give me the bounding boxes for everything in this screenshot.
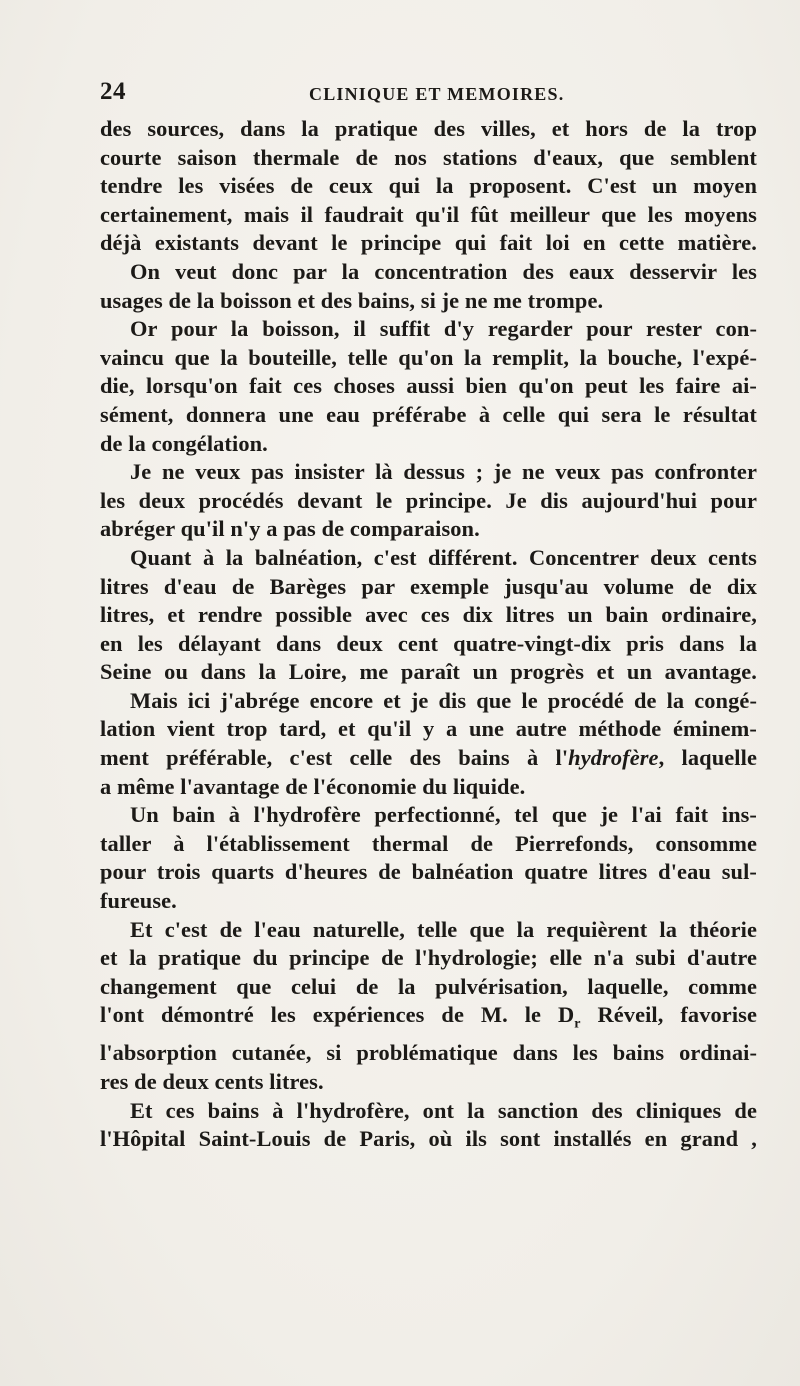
text-line: et la pratique du principe de l'hydrologie; elle n'a subi d'autre bbox=[100, 945, 757, 971]
paragraph-9 bbox=[100, 1097, 757, 1154]
paragraph-6 bbox=[100, 687, 757, 801]
text-line: sément, donnera une eau préférabe à celle qui sera le résultat bbox=[100, 401, 757, 427]
italic-term: hydrofère bbox=[568, 745, 659, 771]
text-line: die, lorsqu'on fait ces choses aussi bien qu'on peut les faire ai- bbox=[100, 373, 757, 399]
paragraph-4 bbox=[100, 458, 757, 544]
paragraph-7 bbox=[100, 801, 757, 915]
text-line: Et ces bains à l'hydrofère, ont la sanction des cliniques de bbox=[130, 1097, 757, 1123]
text-line: litres d'eau de Barèges par exemple jusqu'au volume de dix bbox=[100, 573, 757, 599]
text-line: usages de la boisson et des bains, si je ne me trompe. bbox=[100, 287, 604, 313]
text-line: Seine ou dans la Loire, me paraît un progrès et un avantage. bbox=[100, 659, 757, 685]
text-fragment: l'ont démontré les expériences de M. le D bbox=[100, 1002, 575, 1028]
text-line: de la congélation. bbox=[100, 430, 268, 456]
paragraph-5 bbox=[100, 544, 757, 687]
text-line: l'absorption cutanée, si problématique dans les bains ordinai- bbox=[100, 1040, 757, 1066]
text-line: changement que celui de la pulvérisation, laquelle, comme bbox=[100, 973, 757, 999]
text-line: abréger qu'il n'y a pas de comparaison. bbox=[100, 516, 480, 542]
text-line: litres, et rendre possible avec ces dix litres un bain ordinaire, bbox=[100, 602, 757, 628]
text-line: pour trois quarts d'heures de balnéation quatre litres d'eau sul- bbox=[100, 859, 757, 885]
text-line: Un bain à l'hydrofère perfectionné, tel que je l'ai fait ins- bbox=[130, 802, 757, 828]
page-header bbox=[100, 78, 760, 114]
paragraph-3 bbox=[100, 315, 757, 458]
text-line bbox=[100, 744, 757, 773]
text-line: lation vient trop tard, et qu'il y a une autre méthode éminem- bbox=[100, 716, 757, 742]
text-line: a même l'avantage de l'économie du liquide. bbox=[100, 773, 526, 799]
text-line: certainement, mais il faudrait qu'il fût meilleur que les moyens bbox=[100, 201, 757, 227]
text-line: en les délayant dans deux cent quatre-vingt-dix pris dans la bbox=[100, 630, 757, 656]
text-line: Quant à la balnéation, c'est différent. Concentrer deux cents bbox=[130, 544, 757, 570]
text-line: Or pour la boisson, il suffit d'y regarder pour rester con- bbox=[130, 316, 757, 342]
text-line: On veut donc par la concentration des eaux desservir les bbox=[130, 258, 757, 284]
text-line: taller à l'établissement thermal de Pierrefonds, consomme bbox=[100, 830, 757, 856]
text-line: l'Hôpital Saint-Louis de Paris, où ils sont installés en grand , bbox=[100, 1126, 757, 1152]
subscript-r: r bbox=[574, 1016, 581, 1032]
text-fragment: Réveil, favorise bbox=[580, 1002, 757, 1028]
text-line bbox=[100, 1001, 757, 1039]
text-line: res de deux cents litres. bbox=[100, 1069, 324, 1095]
body-text bbox=[100, 115, 757, 1154]
text-line: vaincu que la bouteille, telle qu'on la remplit, la bouche, l'expé- bbox=[100, 344, 757, 370]
paragraph-1 bbox=[100, 115, 757, 258]
text-line: Mais ici j'abrége encore et je dis que le procédé de la congé- bbox=[130, 687, 757, 713]
text-line: courte saison thermale de nos stations d'eaux, que semblent bbox=[100, 144, 757, 170]
text-line: tendre les visées de ceux qui la proposent. C'est un moyen bbox=[100, 173, 757, 199]
text-line: fureuse. bbox=[100, 888, 177, 914]
running-head: CLINIQUE ET MEMOIRES. bbox=[309, 84, 565, 104]
page-number: 24 bbox=[100, 78, 126, 105]
text-line: déjà existants devant le principe qui fait loi en cette matière. bbox=[100, 230, 757, 256]
text-line: Je ne veux pas insister là dessus ; je ne veux pas confronter bbox=[130, 459, 757, 485]
paragraph-2 bbox=[100, 258, 757, 315]
text-line: des sources, dans la pratique des villes, et hors de la trop bbox=[100, 116, 757, 141]
text-line: Et c'est de l'eau naturelle, telle que la requièrent la théorie bbox=[130, 916, 757, 942]
paragraph-8 bbox=[100, 916, 757, 1097]
text-fragment: , laquelle bbox=[658, 745, 757, 771]
text-line: les deux procédés devant le principe. Je dis aujourd'hui pour bbox=[100, 487, 757, 513]
text-fragment: ment préférable, c'est celle des bains à l' bbox=[100, 745, 569, 771]
